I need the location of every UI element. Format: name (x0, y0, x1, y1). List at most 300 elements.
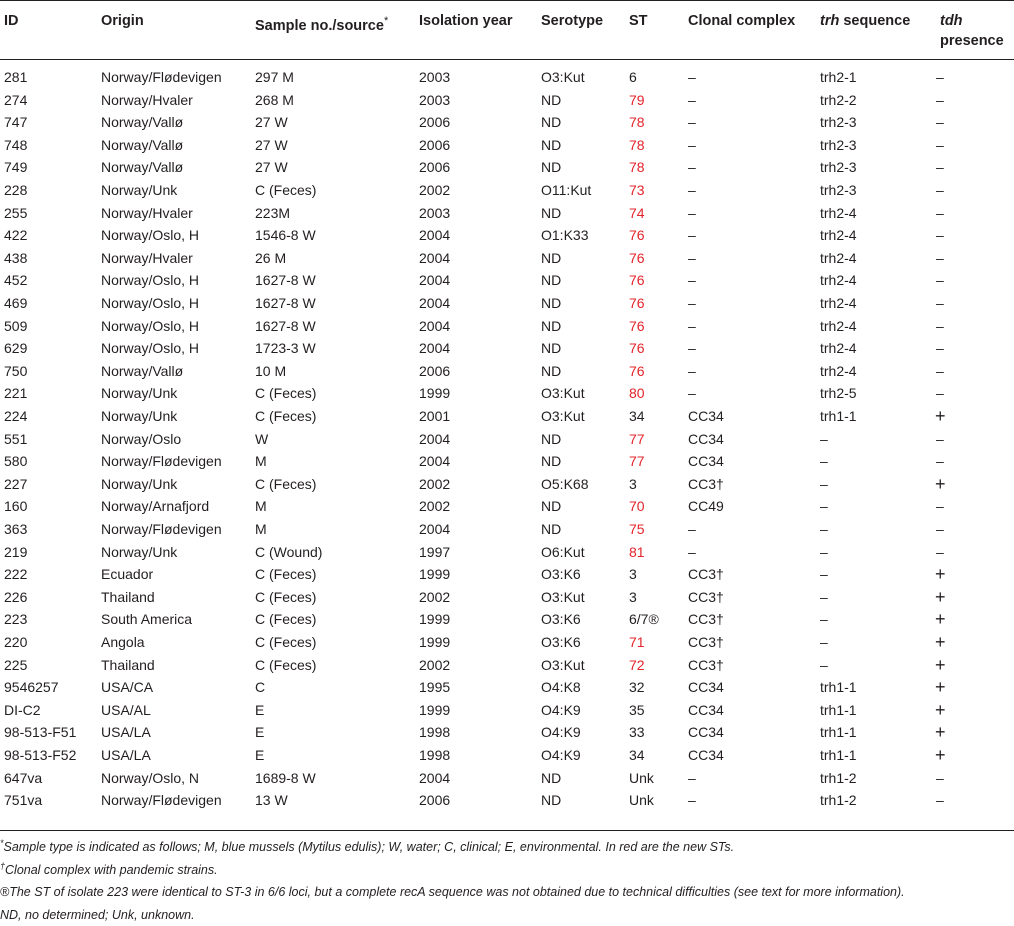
cell-id: 98-513-F52 (4, 747, 77, 763)
cell-id: 580 (4, 453, 28, 470)
cell-id: 751va (4, 792, 43, 809)
cell-clonal-complex: – (688, 204, 696, 221)
header-tdh-presence: tdh presence (940, 13, 1004, 49)
cell-origin: USA/AL (101, 701, 151, 718)
header-rule (0, 59, 1014, 60)
cell-st: 73 (629, 182, 645, 198)
cell-sample: C (255, 679, 266, 696)
cell-tdh: + (935, 406, 946, 426)
cell-serotype: ND (541, 521, 562, 537)
header-st: ST (629, 13, 648, 29)
cell-origin: Norway/Vallø (101, 114, 184, 131)
table-row (0, 382, 1014, 405)
table-row (0, 721, 1014, 744)
header-serotype: Serotype (541, 13, 604, 29)
cell-trh: – (820, 656, 828, 673)
cell-trh: trh1-1 (820, 679, 857, 696)
cell-trh: trh1-1 (820, 747, 857, 763)
footnote-text: The ST of isolate 223 were identical to ST-3 in 6/6 loci, but a complete recA sequence was not obtained due to technical difficulties (see text for more information). (9, 885, 905, 899)
cell-sample: M (255, 453, 267, 470)
cell-id: 469 (4, 295, 28, 311)
cell-serotype: O4:K9 (541, 701, 581, 718)
cell-trh: – (820, 498, 828, 515)
cell-serotype: O3:Kut (541, 69, 585, 85)
cell-st: 77 (629, 453, 645, 470)
table-row (0, 315, 1014, 338)
cell-origin: Norway/Unk (101, 543, 178, 560)
cell-serotype: ND (541, 453, 562, 470)
cell-origin: Norway/Flødevigen (101, 792, 222, 809)
cell-st: 76 (629, 227, 645, 244)
cell-year: 2003 (419, 69, 451, 85)
cell-clonal-complex: CC3† (688, 588, 724, 605)
cell-serotype: ND (541, 136, 562, 153)
cell-id: 363 (4, 521, 28, 537)
cell-tdh: – (936, 385, 944, 402)
footnote (0, 836, 734, 858)
cell-st: 32 (629, 679, 645, 696)
cell-sample: C (Feces) (255, 588, 317, 605)
cell-id: 160 (4, 498, 28, 515)
cell-clonal-complex: CC34 (688, 724, 724, 741)
cell-serotype: O11:Kut (541, 182, 592, 198)
cell-tdh: – (936, 362, 944, 379)
cell-trh: trh2-3 (820, 114, 857, 131)
table-row (0, 66, 1014, 89)
cell-st: 76 (629, 295, 645, 311)
cell-tdh: + (935, 473, 946, 494)
cell-tdh: + (935, 722, 946, 743)
cell-id: 221 (4, 385, 28, 402)
cell-serotype: O3:K6 (541, 634, 581, 650)
cell-serotype: O4:K9 (541, 747, 581, 763)
cell-clonal-complex: – (688, 295, 696, 311)
table-row (0, 360, 1014, 383)
cell-st: 3 (629, 566, 637, 583)
cell-clonal-complex: – (688, 136, 696, 153)
cell-tdh: + (935, 699, 946, 720)
cell-sample: E (255, 724, 265, 741)
cell-origin: Ecuador (101, 566, 154, 583)
footnote-text: Sample type is indicated as follows; M, blue mussels (Mytilus edulis); W, water; C, clinical; E, environmental. In red are the new STs. (3, 840, 735, 854)
header-isolation-year: Isolation year (419, 13, 513, 29)
cell-id: 647va (4, 769, 43, 786)
cell-id: 222 (4, 566, 28, 583)
cell-year: 2006 (419, 114, 451, 131)
cell-st: Unk (629, 769, 654, 786)
cell-id: 225 (4, 656, 28, 673)
cell-origin: Norway/Vallø (101, 159, 184, 176)
cell-tdh: + (935, 632, 946, 652)
cell-year: 2004 (419, 227, 451, 244)
cell-st: 78 (629, 159, 645, 176)
cell-trh: – (820, 543, 828, 560)
cell-serotype: O3:Kut (541, 408, 585, 424)
cell-tdh: + (935, 564, 946, 585)
cell-serotype: O3:K6 (541, 611, 581, 628)
table-row (0, 744, 1014, 767)
cell-sample: W (255, 430, 269, 447)
cell-year: 2004 (419, 272, 451, 289)
cell-serotype: O3:Kut (541, 656, 585, 673)
cell-st: 34 (629, 747, 645, 763)
header-sample: Sample no./source* (255, 15, 389, 34)
header-clonal-complex: Clonal complex (688, 13, 796, 29)
cell-st: 75 (629, 521, 645, 537)
cell-sample: 1723-3 W (255, 340, 316, 357)
cell-clonal-complex: – (688, 362, 696, 379)
cell-st: 76 (629, 340, 645, 357)
cell-year: 2004 (419, 453, 451, 470)
cell-trh: trh2-4 (820, 340, 857, 357)
cell-id: 749 (4, 159, 28, 176)
cell-tdh: – (936, 317, 944, 334)
cell-tdh: + (935, 745, 946, 765)
cell-clonal-complex: CC34 (688, 430, 724, 447)
cell-year: 2003 (419, 91, 451, 108)
cell-tdh: – (936, 543, 944, 560)
table-row (0, 676, 1014, 699)
cell-sample: C (Feces) (255, 385, 317, 402)
cell-sample: 13 W (255, 792, 288, 809)
cell-id: 223 (4, 611, 28, 628)
cell-serotype: ND (541, 792, 562, 809)
cell-serotype: ND (541, 249, 562, 266)
cell-trh: trh2-5 (820, 385, 857, 402)
cell-id: DI-C2 (4, 701, 41, 718)
cell-trh: trh2-3 (820, 136, 857, 153)
cell-st: 78 (629, 136, 645, 153)
cell-serotype: ND (541, 159, 562, 176)
cell-year: 2003 (419, 204, 451, 221)
cell-clonal-complex: – (688, 340, 696, 357)
cell-clonal-complex: CC3† (688, 566, 724, 583)
cell-year: 1998 (419, 724, 451, 741)
cell-origin: Norway/Oslo, H (101, 272, 200, 289)
cell-trh: trh1-1 (820, 724, 857, 741)
cell-id: 629 (4, 340, 28, 357)
cell-clonal-complex: CC34 (688, 453, 724, 470)
cell-serotype: ND (541, 340, 562, 357)
cell-clonal-complex: – (688, 69, 696, 85)
cell-origin: Thailand (101, 656, 155, 673)
cell-origin: Norway/Flødevigen (101, 69, 222, 85)
cell-origin: Norway/Vallø (101, 362, 184, 379)
cell-origin: USA/CA (101, 679, 154, 696)
cell-serotype: O3:Kut (541, 385, 585, 402)
cell-origin: Norway/Unk (101, 475, 178, 492)
cell-clonal-complex: – (688, 543, 696, 560)
cell-serotype: ND (541, 498, 562, 515)
cell-sample: E (255, 747, 265, 763)
table-row (0, 789, 1014, 812)
cell-st: 76 (629, 362, 645, 379)
cell-st: 76 (629, 317, 645, 334)
cell-id: 98-513-F51 (4, 724, 77, 741)
cell-st: 76 (629, 249, 645, 266)
cell-clonal-complex: – (688, 159, 696, 176)
footnote (0, 859, 218, 881)
cell-year: 1998 (419, 747, 451, 763)
cell-tdh: – (936, 91, 944, 108)
cell-clonal-complex: CC3† (688, 656, 724, 673)
cell-year: 2006 (419, 159, 451, 176)
table-row (0, 541, 1014, 564)
table-row (0, 586, 1014, 609)
cell-year: 2002 (419, 498, 451, 515)
cell-st: 3 (629, 588, 637, 605)
cell-clonal-complex: – (688, 249, 696, 266)
cell-serotype: O4:K9 (541, 724, 581, 741)
cell-id: 228 (4, 182, 28, 198)
cell-year: 1999 (419, 634, 451, 650)
table-row (0, 699, 1014, 722)
cell-origin: Norway/Hvaler (101, 91, 193, 108)
cell-clonal-complex: – (688, 521, 696, 537)
cell-clonal-complex: CC49 (688, 498, 724, 515)
cell-clonal-complex: CC34 (688, 408, 724, 424)
table-row (0, 111, 1014, 134)
cell-origin: Norway/Arnafjord (101, 498, 210, 515)
cell-trh: trh1-2 (820, 792, 857, 809)
cell-tdh: – (936, 159, 944, 176)
cell-origin: Norway/Unk (101, 408, 178, 424)
footnote-mark: ® (0, 885, 10, 899)
cell-trh: – (820, 566, 828, 583)
cell-serotype: ND (541, 204, 562, 221)
cell-clonal-complex: – (688, 317, 696, 334)
cell-trh: trh1-1 (820, 408, 857, 424)
cell-sample: 268 M (255, 91, 294, 108)
cell-sample: C (Feces) (255, 182, 317, 198)
cell-serotype: O5:K68 (541, 475, 589, 492)
cell-id: 9546257 (4, 679, 59, 696)
table-row (0, 473, 1014, 496)
cell-origin: South America (101, 611, 193, 628)
cell-serotype: ND (541, 769, 562, 786)
cell-tdh: – (936, 430, 944, 447)
cell-year: 2001 (419, 408, 451, 424)
cell-year: 2006 (419, 792, 451, 809)
cell-sample: 1689-8 W (255, 769, 316, 786)
cell-tdh: – (936, 182, 944, 198)
cell-tdh: – (936, 521, 944, 537)
cell-tdh: – (936, 114, 944, 131)
cell-year: 1999 (419, 566, 451, 583)
cell-tdh: – (936, 227, 944, 244)
footnote-mark: † (0, 860, 6, 871)
cell-sample: 223M (255, 204, 291, 221)
cell-st: 78 (629, 114, 645, 131)
cell-st: 72 (629, 656, 645, 673)
header-trh-sequence: trh sequence (820, 13, 911, 29)
cell-origin: Angola (101, 634, 145, 650)
table-row (0, 134, 1014, 157)
cell-st: 6 (629, 69, 637, 85)
cell-tdh: – (936, 204, 944, 221)
cell-origin: Norway/Flødevigen (101, 521, 222, 537)
cell-clonal-complex: – (688, 769, 696, 786)
cell-st: 34 (629, 408, 645, 424)
cell-sample: 1627-8 W (255, 295, 316, 311)
table-row (0, 518, 1014, 541)
table-top-rule (0, 0, 1014, 1)
cell-year: 2002 (419, 588, 451, 605)
cell-id: 220 (4, 634, 28, 650)
cell-trh: – (820, 475, 828, 492)
cell-id: 747 (4, 114, 28, 131)
cell-serotype: O3:K6 (541, 566, 581, 583)
table-row (0, 292, 1014, 315)
cell-id: 422 (4, 227, 28, 244)
cell-clonal-complex: CC3† (688, 611, 724, 628)
cell-sample: C (Feces) (255, 611, 317, 628)
cell-st: 70 (629, 498, 645, 515)
cell-serotype: ND (541, 91, 562, 108)
cell-year: 2004 (419, 430, 451, 447)
cell-id: 274 (4, 91, 28, 108)
header-id: ID (4, 13, 19, 29)
table-bottom-rule (0, 830, 1014, 831)
cell-id: 224 (4, 408, 28, 424)
cell-year: 2002 (419, 475, 451, 492)
footnote-mark: * (0, 837, 4, 848)
cell-origin: Norway/Oslo, H (101, 295, 200, 311)
cell-year: 1995 (419, 679, 451, 696)
cell-tdh: – (936, 769, 944, 786)
cell-sample: C (Feces) (255, 408, 317, 424)
cell-sample: C (Feces) (255, 656, 317, 673)
cell-origin: Norway/Flødevigen (101, 453, 222, 470)
cell-tdh: + (935, 586, 946, 607)
cell-st: 79 (629, 91, 645, 108)
cell-origin: Norway/Oslo, H (101, 340, 200, 357)
cell-clonal-complex: – (688, 182, 696, 198)
cell-serotype: O1:K33 (541, 227, 589, 244)
cell-id: 750 (4, 362, 28, 379)
cell-origin: Norway/Hvaler (101, 249, 193, 266)
cell-year: 1999 (419, 611, 451, 628)
cell-sample: 1627-8 W (255, 272, 316, 289)
cell-origin: Norway/Unk (101, 385, 178, 402)
cell-clonal-complex: – (688, 91, 696, 108)
cell-serotype: O6:Kut (541, 543, 585, 560)
cell-sample: 10 M (255, 362, 287, 379)
cell-tdh: – (936, 295, 944, 311)
cell-trh: trh2-4 (820, 295, 857, 311)
cell-tdh: + (935, 654, 946, 675)
table-row (0, 247, 1014, 270)
footnote-text: Clonal complex with pandemic strains. (5, 862, 218, 877)
cell-clonal-complex: – (688, 272, 696, 289)
cell-serotype: ND (541, 362, 562, 379)
cell-tdh: – (936, 272, 944, 289)
cell-id: 227 (4, 475, 28, 492)
cell-tdh: – (936, 69, 944, 85)
cell-trh: – (820, 430, 828, 447)
cell-origin: Norway/Oslo, H (101, 227, 200, 244)
cell-serotype: ND (541, 317, 562, 334)
cell-trh: trh2-4 (820, 249, 857, 266)
cell-sample: 1627-8 W (255, 317, 316, 334)
cell-year: 2002 (419, 182, 451, 198)
cell-st: 33 (629, 724, 645, 741)
cell-sample: 26 M (255, 249, 287, 266)
cell-trh: – (820, 453, 828, 470)
cell-year: 2004 (419, 249, 451, 266)
cell-year: 2006 (419, 362, 451, 379)
cell-id: 226 (4, 588, 28, 605)
cell-trh: trh2-4 (820, 362, 857, 379)
cell-year: 2004 (419, 317, 451, 334)
table-row (0, 495, 1014, 518)
cell-clonal-complex: CC3† (688, 475, 724, 492)
cell-tdh: + (935, 609, 946, 630)
cell-st: 80 (629, 385, 645, 402)
cell-serotype: ND (541, 295, 562, 311)
cell-trh: trh2-4 (820, 227, 857, 244)
table-row (0, 179, 1014, 202)
cell-id: 438 (4, 249, 28, 266)
cell-trh: trh1-1 (820, 701, 857, 718)
cell-st: 77 (629, 430, 645, 447)
cell-st: 81 (629, 543, 645, 560)
cell-id: 748 (4, 136, 28, 153)
cell-tdh: – (936, 136, 944, 153)
table-row (0, 337, 1014, 360)
cell-sample: C (Feces) (255, 566, 317, 583)
cell-origin: USA/LA (101, 724, 151, 741)
cell-st: 35 (629, 701, 645, 718)
cell-origin: USA/LA (101, 747, 151, 763)
cell-trh: trh2-1 (820, 69, 857, 85)
cell-trh: – (820, 634, 828, 650)
cell-clonal-complex: CC34 (688, 701, 724, 718)
cell-sample: C (Wound) (255, 543, 323, 560)
cell-year: 2006 (419, 136, 451, 153)
cell-tdh: – (936, 249, 944, 266)
cell-sample: 27 W (255, 114, 288, 131)
cell-serotype: ND (541, 430, 562, 447)
cell-sample: C (Feces) (255, 634, 317, 650)
cell-origin: Norway/Oslo (101, 430, 182, 447)
table-row (0, 156, 1014, 179)
cell-sample: M (255, 498, 267, 515)
table-row (0, 202, 1014, 225)
cell-clonal-complex: CC3† (688, 634, 724, 650)
cell-st: 71 (629, 634, 645, 650)
cell-year: 2004 (419, 769, 451, 786)
cell-trh: – (820, 588, 828, 605)
table-row (0, 631, 1014, 654)
table-row (0, 608, 1014, 631)
cell-year: 2004 (419, 295, 451, 311)
cell-year: 1997 (419, 543, 451, 560)
table-row (0, 269, 1014, 292)
cell-id: 281 (4, 69, 28, 85)
cell-trh: trh2-4 (820, 204, 857, 221)
table-row (0, 428, 1014, 451)
footnote (0, 904, 195, 926)
cell-tdh: – (936, 792, 944, 809)
cell-origin: Thailand (101, 588, 155, 605)
cell-year: 1999 (419, 701, 451, 718)
cell-st: 6/7® (629, 611, 659, 628)
table-row (0, 405, 1014, 428)
header-origin: Origin (101, 13, 144, 29)
cell-tdh: – (936, 498, 944, 515)
cell-id: 509 (4, 317, 28, 334)
